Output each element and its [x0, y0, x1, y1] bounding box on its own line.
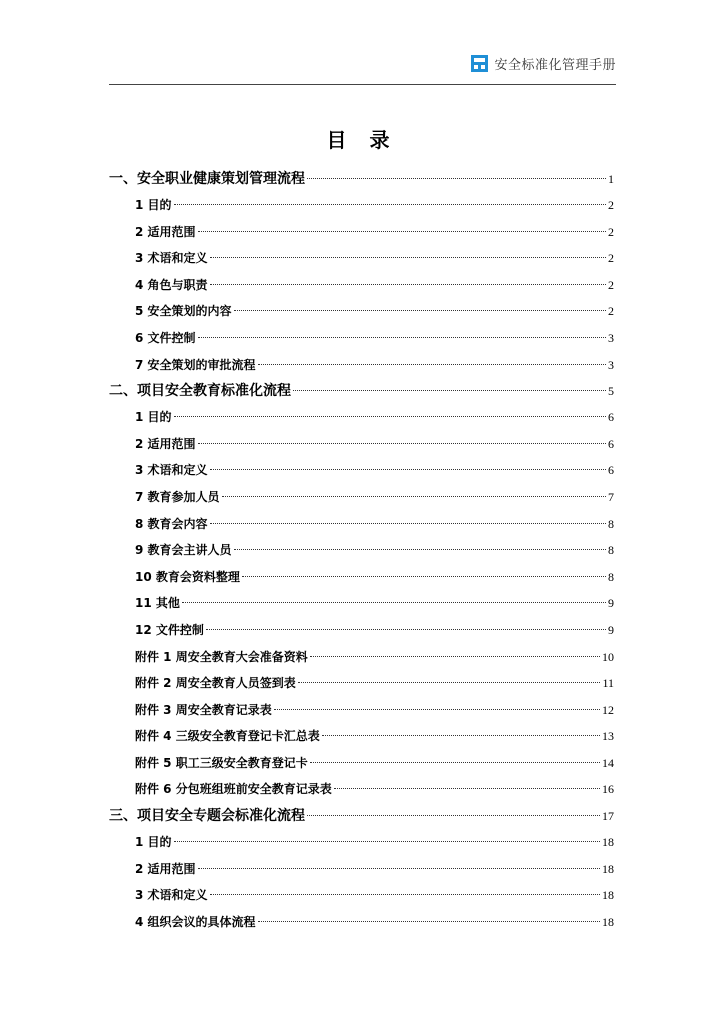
toc-entry-label: 8 教育会内容 [135, 516, 208, 531]
toc-entry-page-number: 18 [602, 835, 614, 850]
toc-dot-leader [322, 735, 600, 736]
toc-subsection-entry[interactable] [109, 856, 614, 883]
toc-entry-label: 3 术语和定义 [135, 251, 208, 266]
toc-entry-page-number: 2 [608, 304, 614, 319]
toc-dot-leader [210, 894, 600, 895]
toc-entry-label: 附件 2 周安全教育人员签到表 [135, 676, 296, 691]
toc-entry-page-number: 10 [602, 649, 614, 664]
toc-dot-leader [210, 257, 606, 258]
toc-subsection-entry[interactable] [109, 750, 614, 777]
toc-entry-page-number: 2 [608, 251, 614, 266]
toc-subsection-entry[interactable] [109, 192, 614, 219]
toc-dot-leader [182, 602, 606, 603]
toc-subsection-entry[interactable] [109, 564, 614, 591]
toc-subsection-entry[interactable] [109, 219, 614, 246]
toc-entry-label: 2 适用范围 [135, 436, 196, 451]
toc-entry-page-number: 2 [608, 198, 614, 212]
toc-subsection-entry[interactable] [109, 697, 614, 724]
toc-title: 目 录 [326, 128, 398, 152]
toc-entry-page-number: 8 [608, 569, 614, 584]
toc-entry-page-number: 18 [602, 861, 614, 876]
toc-dot-leader [174, 204, 606, 205]
toc-dot-leader [198, 337, 606, 338]
toc-dot-leader [258, 364, 606, 365]
toc-dot-leader [307, 815, 600, 816]
toc-entry-label: 5 安全策划的内容 [135, 304, 232, 319]
toc-subsection-entry[interactable] [109, 404, 614, 431]
toc-entry-page-number: 11 [602, 676, 614, 691]
toc-subsection-entry[interactable] [109, 882, 614, 909]
toc-subsection-entry[interactable] [109, 829, 614, 856]
toc-entry-page-number: 6 [608, 410, 614, 425]
toc-entry-label: 附件 5 职工三级安全教育登记卡 [135, 755, 308, 770]
toc-subsection-entry[interactable] [109, 431, 614, 458]
toc-section-entry[interactable] [109, 166, 614, 192]
toc-entry-label: 二、项目安全教育标准化流程 [109, 383, 291, 400]
toc-entry-page-number: 18 [602, 914, 614, 929]
toc-subsection-entry[interactable] [109, 537, 614, 564]
toc-entry-label: 一、安全职业健康策划管理流程 [109, 171, 305, 187]
toc-entry-label: 2 适用范围 [135, 861, 196, 876]
toc-entry-page-number: 2 [608, 224, 614, 239]
toc-entry-page-number: 17 [602, 809, 614, 824]
toc-dot-leader [198, 443, 606, 444]
toc-entry-page-number: 6 [608, 463, 614, 478]
toc-entry-page-number: 8 [608, 543, 614, 558]
toc-entry-page-number: 9 [608, 622, 614, 637]
toc-entry-label: 4 角色与职责 [135, 277, 208, 292]
table-of-contents [109, 166, 614, 935]
toc-subsection-entry[interactable] [109, 644, 614, 671]
toc-entry-label: 三、项目安全专题会标准化流程 [109, 808, 305, 825]
toc-entry-label: 3 术语和定义 [135, 888, 208, 903]
toc-subsection-entry[interactable] [109, 909, 614, 936]
toc-entry-page-number: 9 [608, 596, 614, 611]
toc-dot-leader [298, 682, 601, 683]
toc-subsection-entry[interactable] [109, 617, 614, 644]
toc-entry-label: 1 目的 [135, 198, 172, 212]
toc-dot-leader [222, 496, 606, 497]
toc-dot-leader [210, 284, 606, 285]
toc-entry-label: 12 文件控制 [135, 622, 204, 637]
header-title: 安全标准化管理手册 [494, 57, 616, 73]
toc-subsection-entry[interactable] [109, 590, 614, 617]
toc-dot-leader [234, 310, 606, 311]
toc-subsection-entry[interactable] [109, 511, 614, 538]
toc-entry-label: 9 教育会主讲人员 [135, 543, 232, 558]
toc-section-entry[interactable] [109, 378, 614, 404]
toc-dot-leader [206, 629, 606, 630]
toc-subsection-entry[interactable] [109, 272, 614, 299]
toc-dot-leader [242, 576, 606, 577]
toc-dot-leader [174, 416, 606, 417]
toc-entry-page-number: 12 [602, 702, 614, 717]
toc-dot-leader [310, 656, 600, 657]
toc-entry-label: 10 教育会资料整理 [135, 569, 240, 584]
toc-entry-label: 附件 6 分包班组班前安全教育记录表 [135, 782, 332, 797]
toc-entry-label: 附件 1 周安全教育大会准备资料 [135, 649, 308, 664]
toc-section-entry[interactable] [109, 803, 614, 829]
toc-entry-label: 7 安全策划的审批流程 [135, 357, 256, 372]
toc-subsection-entry[interactable] [109, 298, 614, 325]
toc-dot-leader [293, 390, 606, 391]
toc-entry-label: 1 目的 [135, 835, 172, 850]
toc-entry-label: 6 文件控制 [135, 330, 196, 345]
toc-entry-page-number: 13 [602, 729, 614, 744]
toc-entry-page-number: 16 [602, 782, 614, 797]
toc-dot-leader [274, 709, 600, 710]
toc-entry-label: 4 组织会议的具体流程 [135, 914, 256, 929]
toc-entry-label: 7 教育参加人员 [135, 489, 220, 504]
page-header [109, 48, 616, 78]
toc-entry-label: 3 术语和定义 [135, 463, 208, 478]
toc-entry-page-number: 14 [602, 755, 614, 770]
toc-entry-label: 2 适用范围 [135, 224, 196, 239]
toc-subsection-entry[interactable] [109, 723, 614, 750]
toc-dot-leader [234, 549, 606, 550]
toc-entry-page-number: 5 [608, 384, 614, 399]
toc-entry-page-number: 1 [608, 172, 614, 186]
toc-entry-page-number: 6 [608, 436, 614, 451]
toc-subsection-entry[interactable] [109, 325, 614, 352]
toc-subsection-entry[interactable] [109, 245, 614, 272]
toc-entry-label: 1 目的 [135, 410, 172, 425]
toc-subsection-entry[interactable] [109, 457, 614, 484]
toc-entry-page-number: 3 [608, 330, 614, 345]
toc-dot-leader [310, 762, 600, 763]
header-divider [109, 84, 616, 85]
company-logo-icon [471, 55, 488, 72]
toc-entry-page-number: 3 [608, 357, 614, 372]
toc-dot-leader [198, 868, 600, 869]
toc-dot-leader [210, 469, 606, 470]
toc-dot-leader [198, 231, 606, 232]
toc-subsection-entry[interactable] [109, 670, 614, 697]
toc-dot-leader [334, 788, 600, 789]
toc-subsection-entry[interactable] [109, 484, 614, 511]
toc-subsection-entry[interactable] [109, 352, 614, 379]
toc-entry-label: 11 其他 [135, 596, 180, 611]
toc-entry-page-number: 2 [608, 277, 614, 292]
toc-dot-leader [258, 921, 600, 922]
toc-dot-leader [307, 178, 606, 179]
toc-dot-leader [174, 841, 600, 842]
toc-entry-page-number: 8 [608, 516, 614, 531]
toc-dot-leader [210, 523, 606, 524]
toc-entry-page-number: 18 [602, 888, 614, 903]
toc-subsection-entry[interactable] [109, 776, 614, 803]
toc-entry-label: 附件 4 三级安全教育登记卡汇总表 [135, 729, 320, 744]
toc-entry-page-number: 7 [608, 489, 614, 504]
toc-entry-label: 附件 3 周安全教育记录表 [135, 702, 272, 717]
